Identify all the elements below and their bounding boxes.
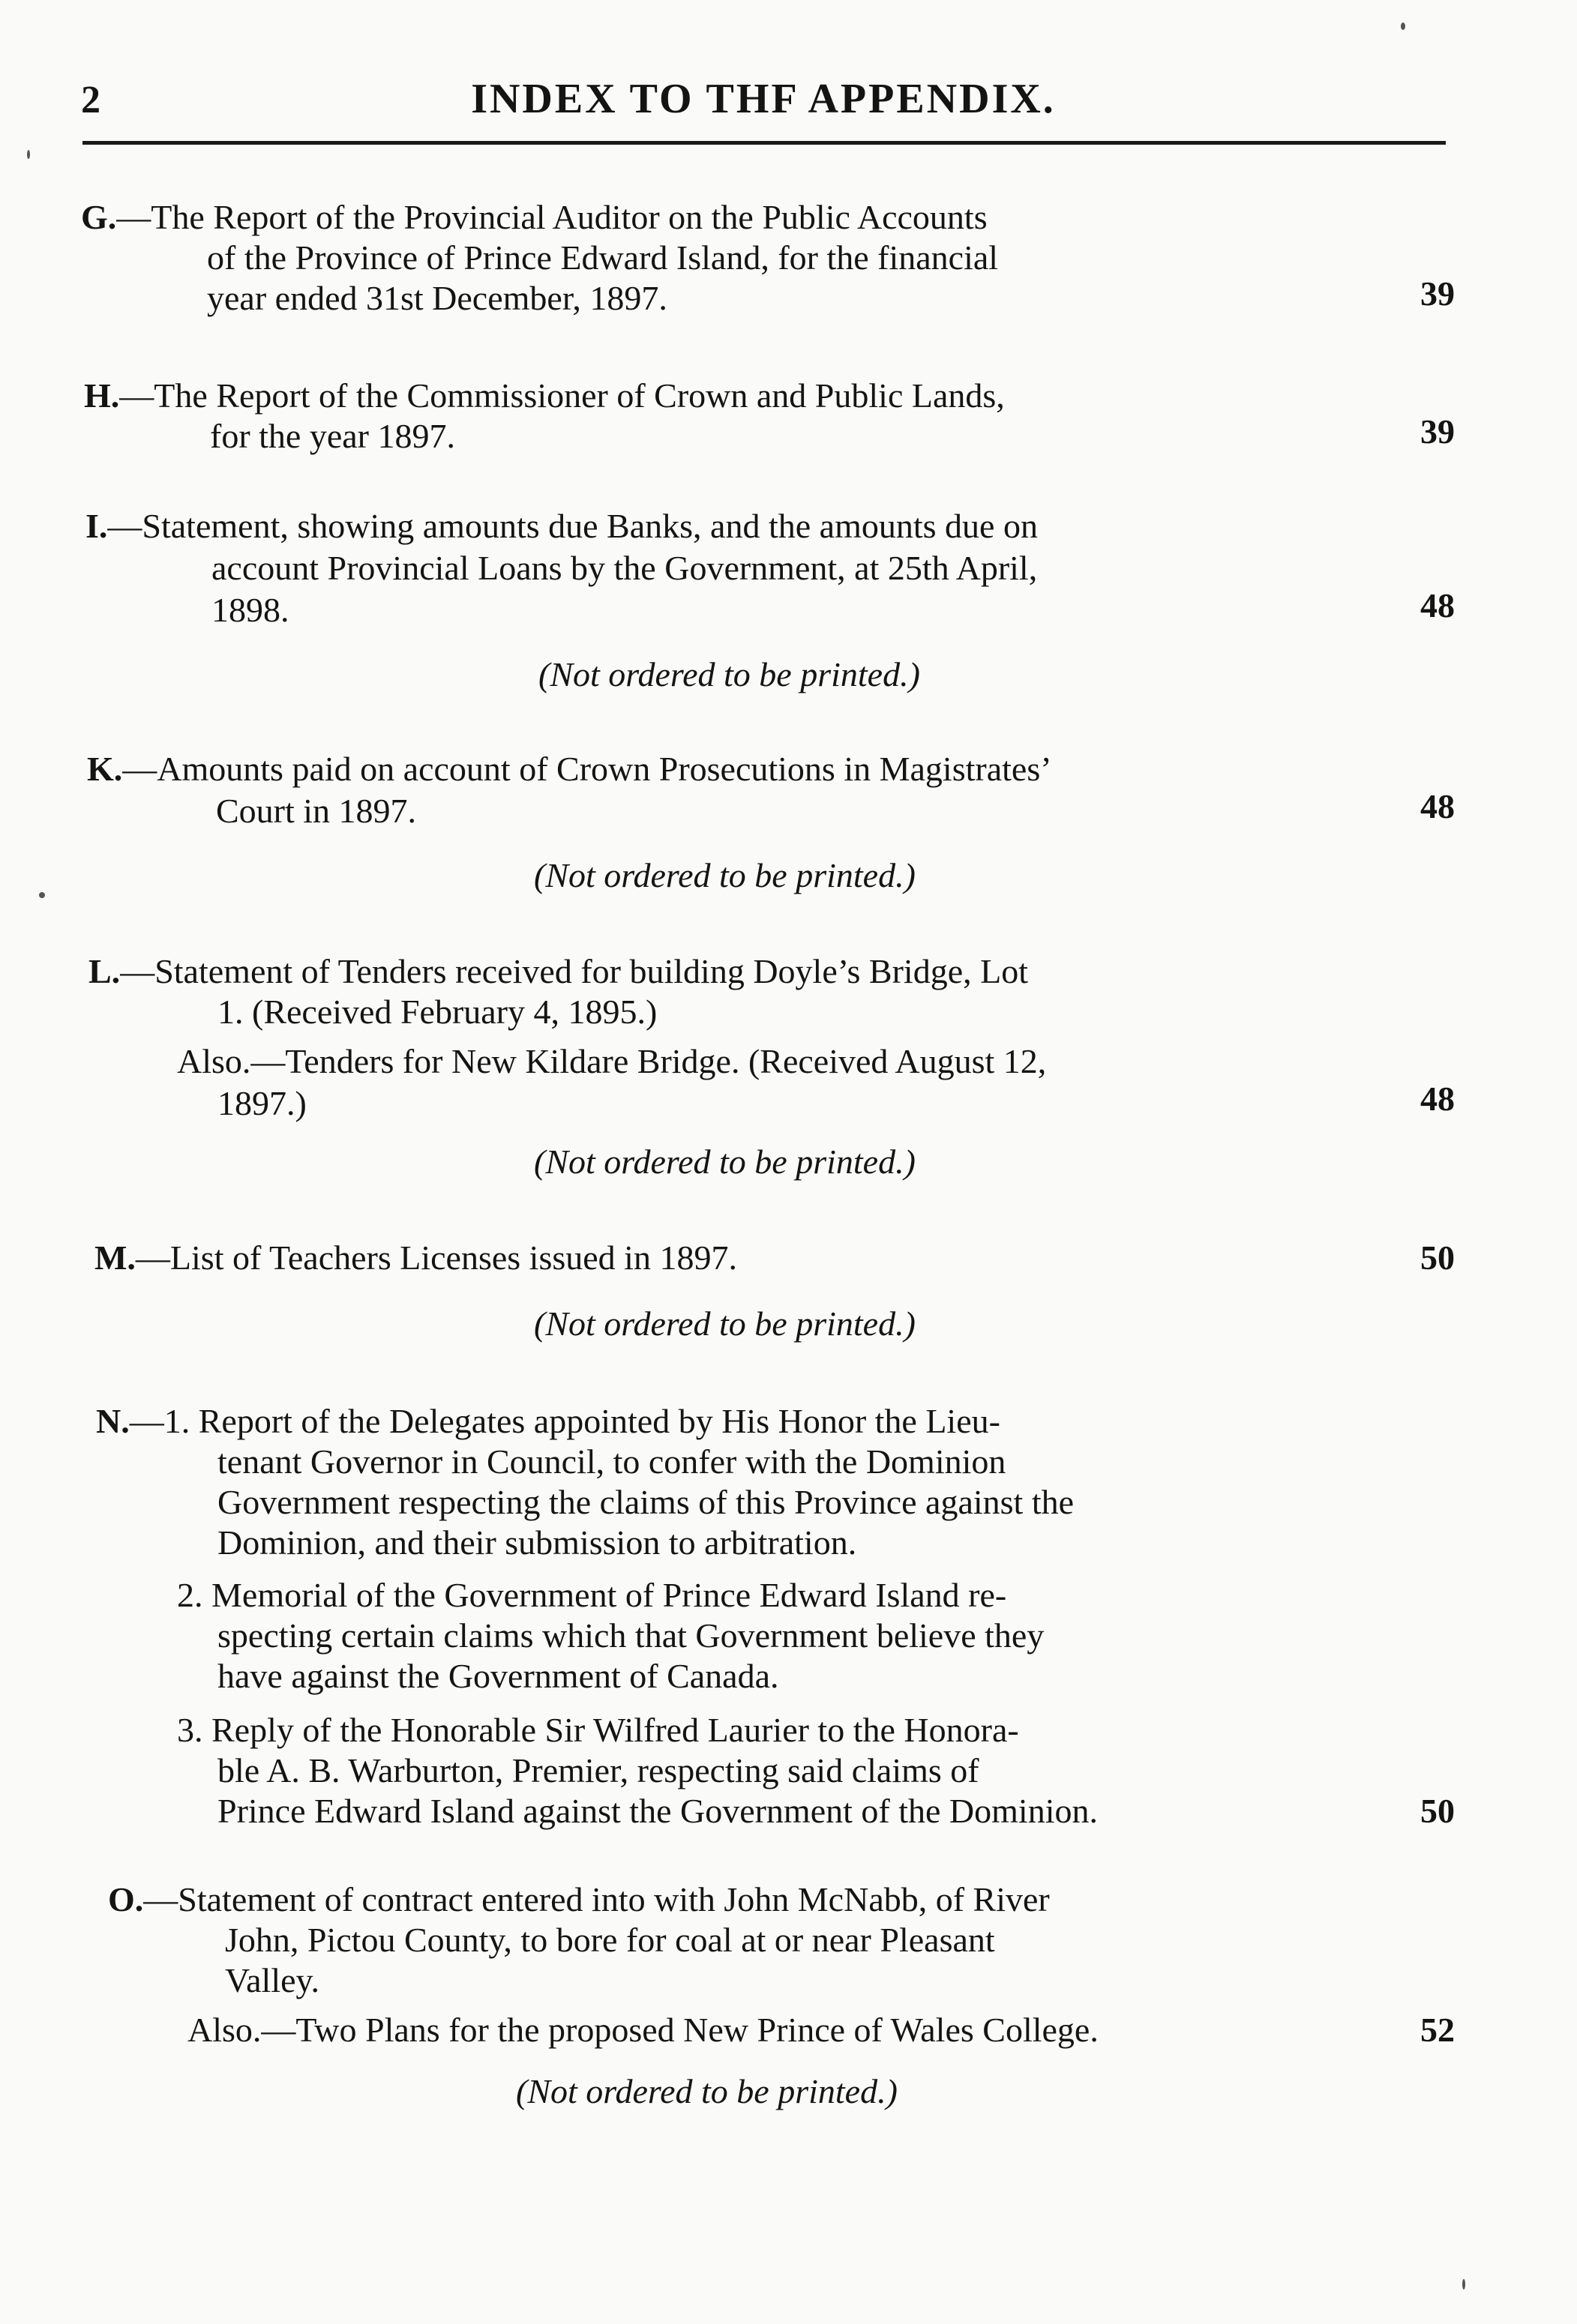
entry-o-not-printed-note: (Not ordered to be printed.): [516, 2072, 898, 2110]
page-title: INDEX TO THF APPENDIX.: [471, 76, 1056, 122]
entry-o-page: 52: [1420, 2011, 1455, 2049]
entry-n-line-2: tenant Governor in Council, to confer with the Dominion: [217, 1442, 1006, 1481]
entry-h-text-1: —The Report of the Commissioner of Crown and Public Lands,: [119, 376, 1005, 415]
entry-g-text-1: —The Report of the Provincial Auditor on the Public Accounts: [116, 198, 988, 236]
scan-speck: [1462, 2279, 1465, 2290]
entry-h-line-1: [84, 375, 1005, 417]
entry-k-line-1: [87, 748, 1052, 790]
entry-h-line-2: for the year 1897.: [210, 417, 455, 455]
entry-n-line-4: Dominion, and their submission to arbitration.: [217, 1523, 857, 1562]
page-header: [81, 69, 1446, 129]
entry-n-item-3-line-3: Prince Edward Island against the Government of the Dominion.: [217, 1792, 1098, 1830]
entry-o-letter: O.: [108, 1880, 144, 1918]
entry-k-page: 48: [1420, 787, 1455, 825]
entry-m-not-printed-note: (Not ordered to be printed.): [534, 1304, 916, 1343]
header-rule: [82, 141, 1446, 145]
entry-l-also-line-1: Also.—Tenders for New Kildare Bridge. (Received August 12,: [177, 1042, 1047, 1080]
entry-n-page: 50: [1420, 1792, 1455, 1830]
entry-g-letter: G.: [81, 198, 117, 236]
entry-l-line-1: [88, 951, 1028, 993]
entry-n-text-1: —1. Report of the Delegates appointed by His Honor the Lieu-: [129, 1402, 1000, 1440]
entry-i-not-printed-note: (Not ordered to be printed.): [538, 655, 920, 693]
entry-m-line-1: [94, 1237, 737, 1279]
entry-k-letter: K.: [87, 750, 123, 788]
entry-i-text-1: —Statement, showing amounts due Banks, and the amounts due on: [107, 507, 1038, 545]
entry-l-letter: L.: [88, 952, 121, 990]
entry-n-line-3: Government respecting the claims of this Province against the: [217, 1483, 1075, 1521]
entry-h-letter: H.: [84, 376, 120, 415]
entry-i-line-2: account Provincial Loans by the Government, at 25th April,: [211, 549, 1038, 587]
entry-n-item-2-line-1: 2. Memorial of the Government of Prince Edward Island re-: [177, 1576, 1007, 1614]
entry-l-line-2: 1. (Received February 4, 1895.): [217, 993, 658, 1031]
entry-g-page: 39: [1420, 274, 1455, 313]
entry-l-page: 48: [1420, 1080, 1455, 1118]
entry-g-line-1: [81, 196, 988, 238]
entry-m-page: 50: [1420, 1238, 1455, 1277]
entry-k-line-2: Court in 1897.: [216, 792, 417, 830]
entry-k-text-1: —Amounts paid on account of Crown Prosecutions in Magistrates’: [122, 750, 1052, 788]
entry-o-line-2: John, Pictou County, to bore for coal at or near Pleasant: [225, 1921, 995, 1959]
scan-speck: [1401, 22, 1405, 30]
entry-g-line-3: year ended 31st December, 1897.: [207, 279, 667, 317]
scan-speck: [39, 892, 45, 898]
entry-i-page: 48: [1420, 586, 1455, 624]
entry-n-item-3-line-2: ble A. B. Warburton, Premier, respecting said claims of: [217, 1751, 979, 1789]
entry-k-not-printed-note: (Not ordered to be printed.): [534, 856, 916, 894]
entry-o-also-line: Also.—Two Plans for the proposed New Prince of Wales College.: [187, 2011, 1099, 2049]
entry-i-line-1: [85, 505, 1038, 547]
entry-n-item-2-line-3: have against the Government of Canada.: [217, 1657, 779, 1695]
entry-o-text-1: —Statement of contract entered into with John McNabb, of River: [143, 1880, 1050, 1918]
entry-l-text-1: —Statement of Tenders received for building Doyle’s Bridge, Lot: [120, 952, 1028, 990]
entry-m-text-1: —List of Teachers Licenses issued in 1897.: [135, 1238, 737, 1277]
entry-i-letter: I.: [85, 507, 108, 545]
scan-speck: [27, 150, 30, 159]
entry-o-line-1: [108, 1879, 1050, 1921]
entry-h-page: 39: [1420, 412, 1455, 451]
entry-o-line-3: Valley.: [225, 1961, 320, 1999]
entry-g-line-2: of the Province of Prince Edward Island, for the financial: [207, 238, 999, 277]
entry-n-item-3-line-1: 3. Reply of the Honorable Sir Wilfred Laurier to the Honora-: [177, 1711, 1019, 1749]
entry-m-letter: M.: [94, 1238, 136, 1277]
entry-l-also-line-2: 1897.): [217, 1084, 307, 1122]
page-number: 2: [81, 79, 100, 121]
entry-i-line-3: 1898.: [211, 591, 289, 629]
entry-n-item-2-line-2: specting certain claims which that Government believe they: [217, 1616, 1045, 1655]
entry-n-line-1: [96, 1400, 1000, 1442]
entry-n-letter: N.: [96, 1402, 130, 1440]
entry-l-not-printed-note: (Not ordered to be printed.): [534, 1143, 916, 1181]
